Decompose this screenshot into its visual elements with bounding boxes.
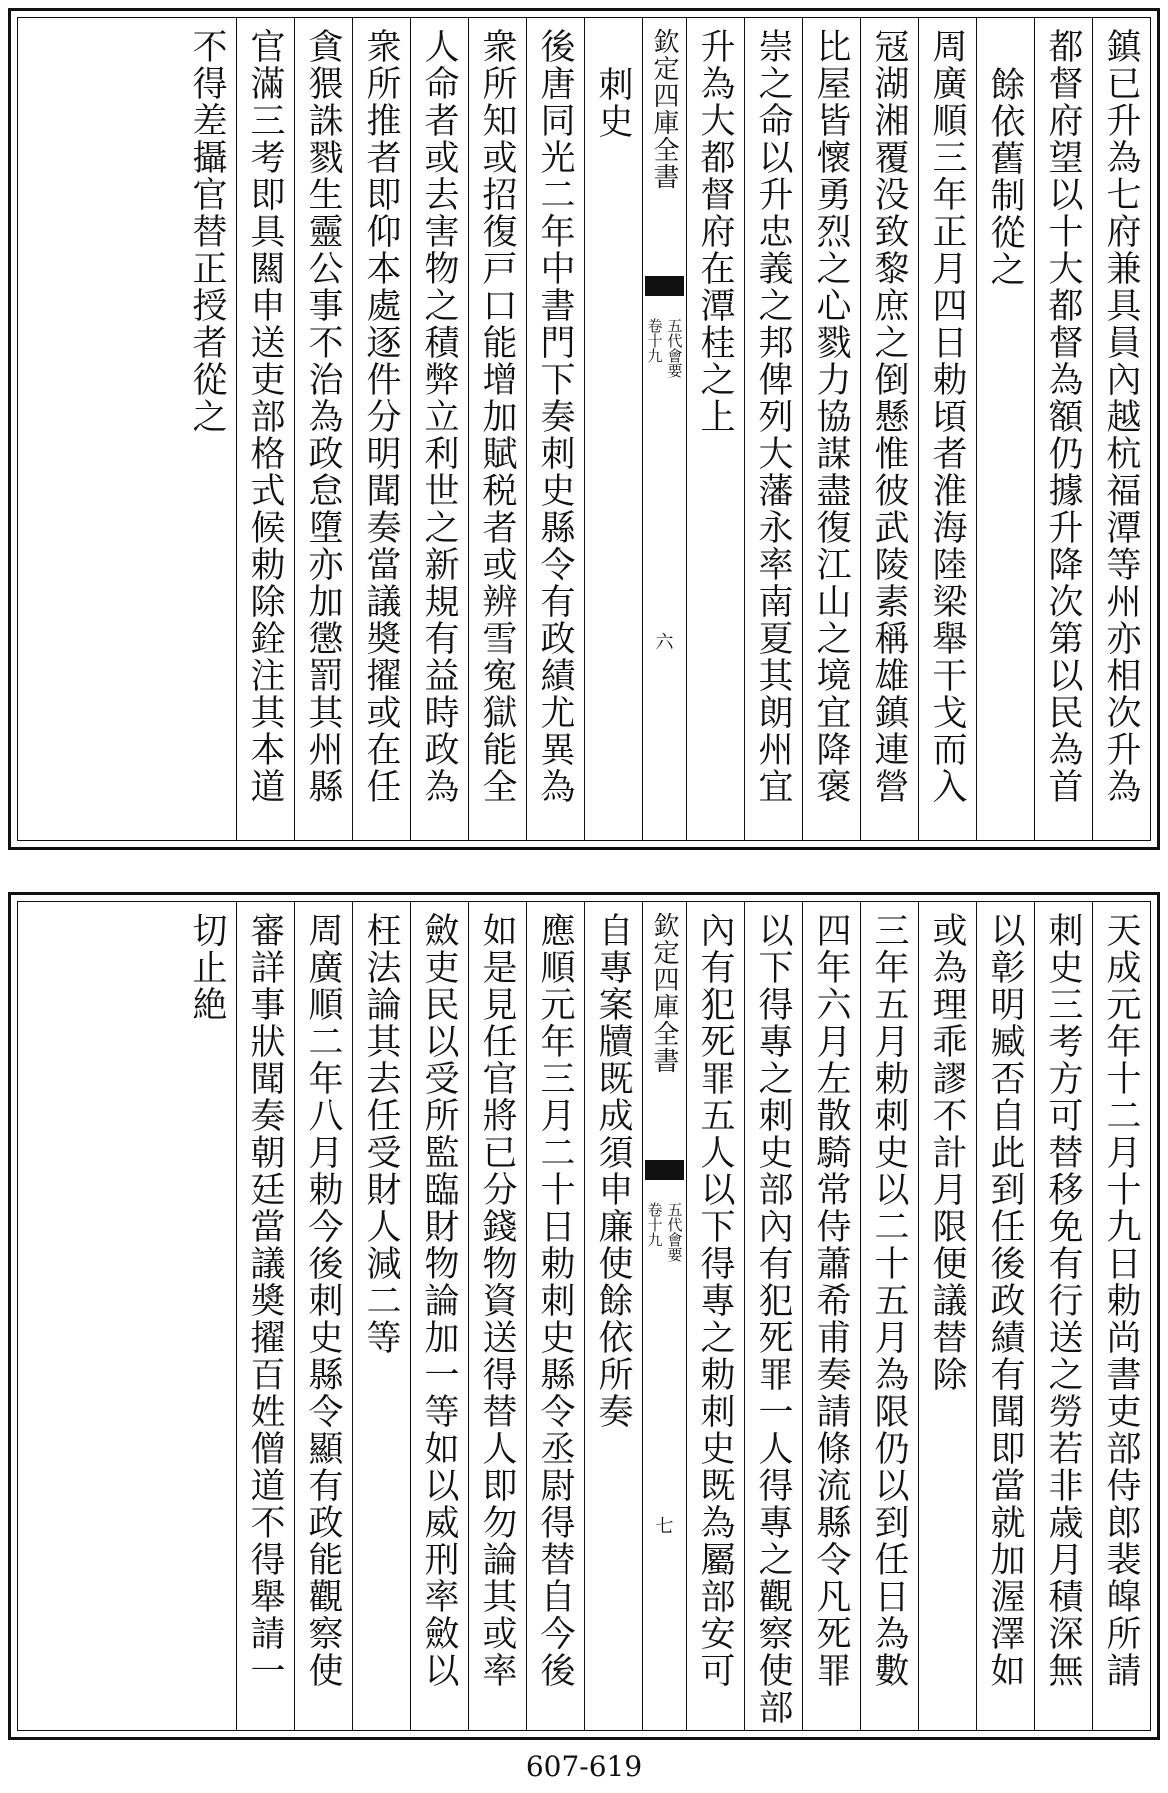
text-column: 內有犯死罪五人以下得專之勅刺史既為屬部安可 xyxy=(686,902,744,1730)
text-column: 刺史三考方可替移免有行送之勞若非歳月積深無 xyxy=(1034,902,1092,1730)
book-info xyxy=(643,1202,686,1262)
text-column: 以下得專之刺史部內有犯死罪一人得專之觀察使部 xyxy=(744,902,802,1730)
series-title: 欽定四庫全書 xyxy=(649,912,679,1074)
bottom-page-frame xyxy=(17,901,1151,1731)
text-column: 人命者或去害物之積弊立利世之新規有益時政為 xyxy=(410,18,468,840)
top-page xyxy=(8,8,1160,850)
text-column: 四年六月左散騎常侍蕭希甫奏請條流縣令凡死罪 xyxy=(802,902,860,1730)
top-page-frame xyxy=(17,17,1151,841)
text-column: 衆所推者即仰本處逐件分明聞奏當議奬擢或在任 xyxy=(352,18,410,840)
text-column: 比屋皆懷勇烈之心戮力協謀盡復江山之境宜降褒 xyxy=(802,18,860,840)
text-column: 枉法論其去任受財人減二等 xyxy=(352,902,410,1730)
text-column: 或為理乖謬不計月限便議替除 xyxy=(918,902,976,1730)
series-title: 欽定四庫全書 xyxy=(649,28,679,190)
page-number: 607-619 xyxy=(525,1750,643,1783)
text-column: 官滿三考即具闗申送吏部格式候勅除銓注其本道 xyxy=(236,18,294,840)
text-column: 審詳事狀聞奏朝廷當議奬擢百姓僧道不得舉請一 xyxy=(236,902,294,1730)
volume-number: 卷十九 xyxy=(645,318,664,363)
book-title: 五代會要 xyxy=(665,318,684,378)
text-column: 如是見任官將已分錢物資送得替人即勿論其或率 xyxy=(468,902,526,1730)
fishtail-mark xyxy=(645,276,684,296)
text-column: 以彰明臧否自此到任後政績有聞即當就加渥澤如 xyxy=(976,902,1034,1730)
center-gutter xyxy=(642,902,686,1730)
volume-number: 卷十九 xyxy=(645,1202,664,1247)
text-column: 餘依舊制從之 xyxy=(976,18,1034,840)
bottom-page xyxy=(8,892,1160,1740)
text-column: 三年五月勅刺史以二十五月為限仍以到任日為數 xyxy=(860,902,918,1730)
text-column: 都督府望以十大都督為額仍據升降次第以民為首 xyxy=(1034,18,1092,840)
text-column: 鎮已升為七府兼具員內越杭福潭等州亦相次升為 xyxy=(1092,18,1150,840)
text-column: 周廣順二年八月勅今後刺史縣令顯有政能觀察使 xyxy=(294,902,352,1730)
text-column: 後唐同光二年中書門下奏刺史縣令有政績尤異為 xyxy=(526,18,584,840)
text-column: 切止絶 xyxy=(187,912,227,1023)
text-column: 周廣順三年正月四日勅頃者淮海陸梁舉干戈而入 xyxy=(918,18,976,840)
fishtail-mark xyxy=(645,1160,684,1180)
center-gutter xyxy=(642,18,686,840)
text-column: 貪猥誅戮生靈公事不治為政怠墮亦加懲罰其州縣 xyxy=(294,18,352,840)
text-column: 不得差攝官替正授者從之 xyxy=(187,28,227,435)
folio-number: 七 xyxy=(655,1516,674,1537)
section-heading: 刺史 xyxy=(584,18,642,840)
text-column: 冦湖湘覆没致黎庶之倒懸惟彼武陵素稱雄鎮連營 xyxy=(860,18,918,840)
text-column: 衆所知或招復戸口能增加賦税者或辨雪寃獄能全 xyxy=(468,18,526,840)
book-title: 五代會要 xyxy=(665,1202,684,1262)
folio-number: 六 xyxy=(655,632,674,653)
text-column: 斂吏民以受所監臨財物論加一等如以威刑率斂以 xyxy=(410,902,468,1730)
book-info xyxy=(643,318,686,378)
text-column: 崇之命以升忠義之邦俾列大藩永率南夏其朗州宜 xyxy=(744,18,802,840)
text-column: 升為大都督府在潭桂之上 xyxy=(686,18,744,840)
text-column: 應順元年三月二十日勅刺史縣令丞尉得替自今後 xyxy=(526,902,584,1730)
text-column: 天成元年十二月十九日勅尚書吏部侍郎裴皡所請 xyxy=(1092,902,1150,1730)
text-column: 自專案牘既成須申廉使餘依所奏 xyxy=(584,902,642,1730)
